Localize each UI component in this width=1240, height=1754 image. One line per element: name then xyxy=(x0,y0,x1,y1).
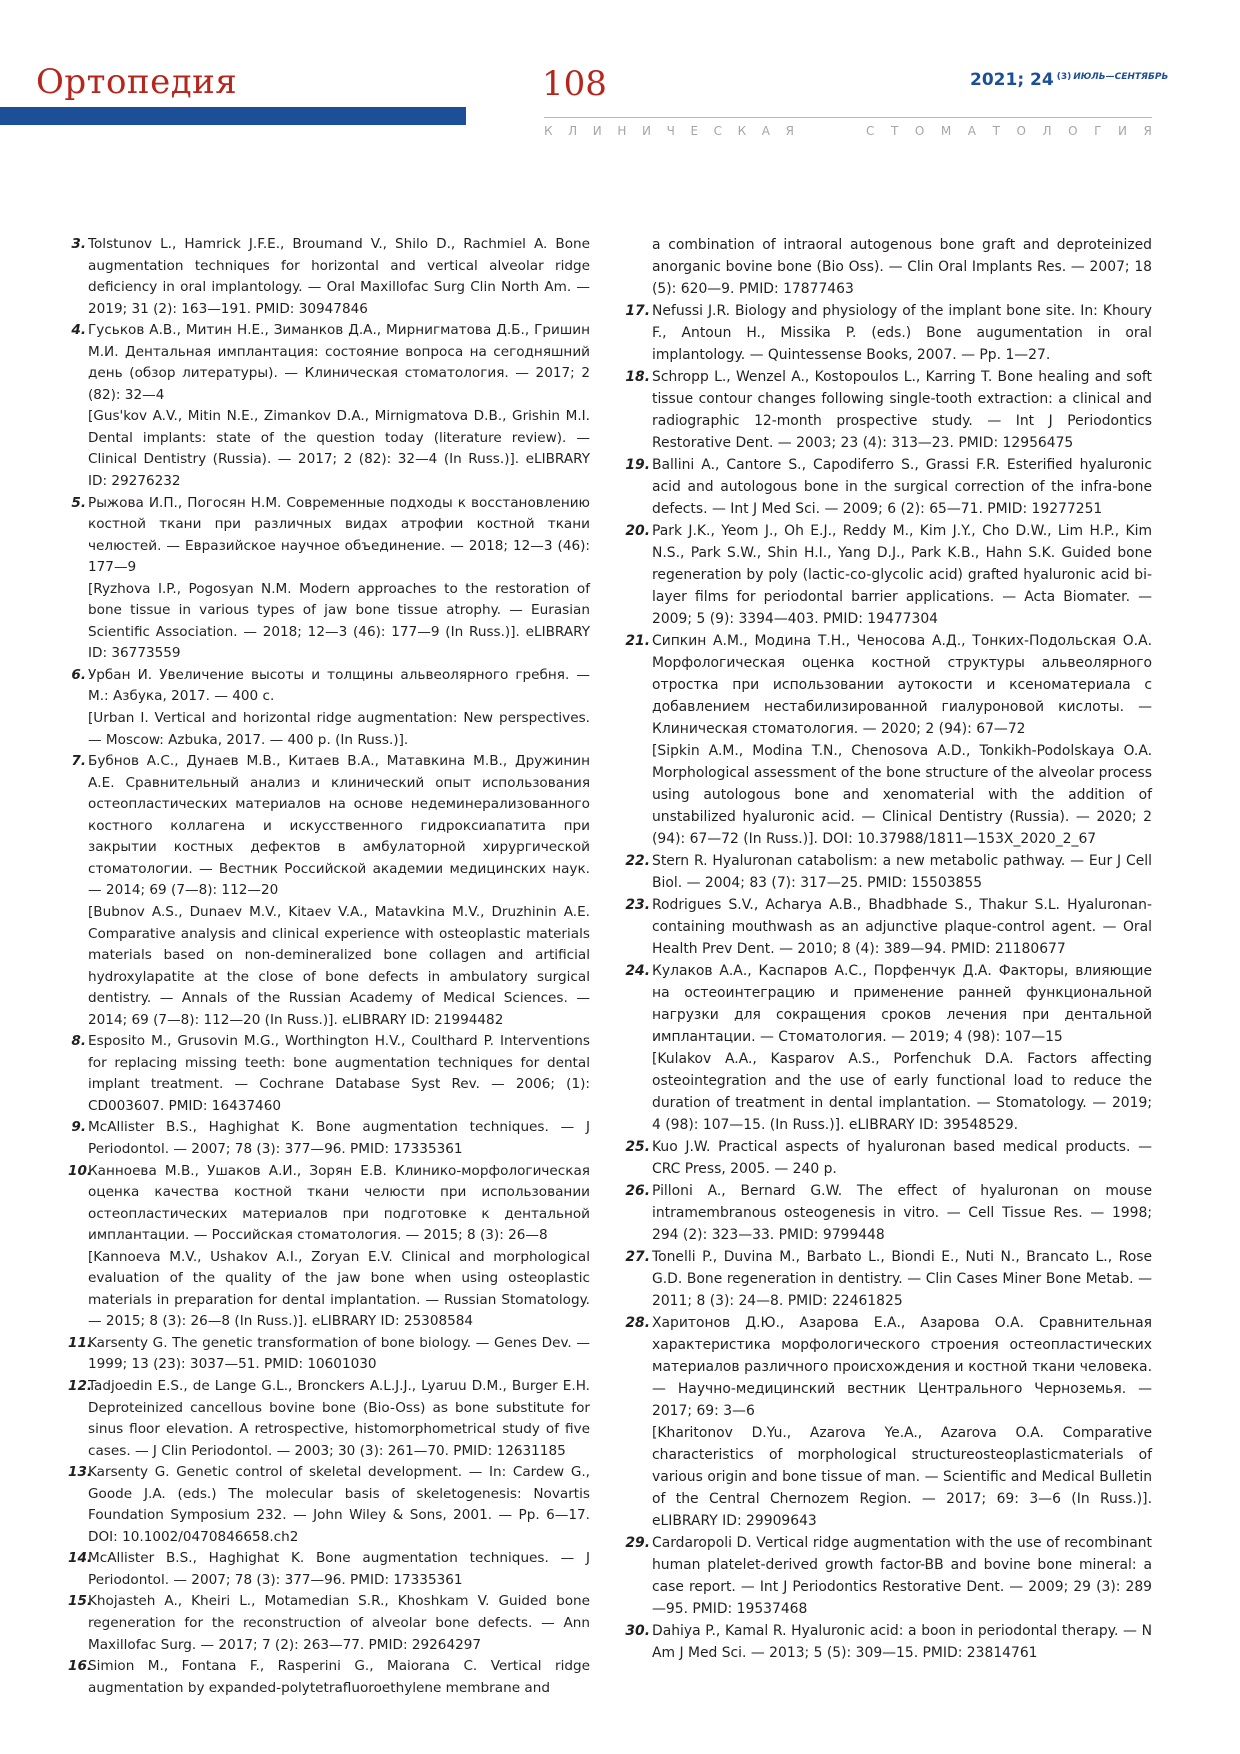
reference-text: Tadjoedin E.S., de Lange G.L., Bronckers A.L.J.J., Lyaruu D.M., Burger E.H. Deproteinized cancellous bovine bone (Bio-Oss) as bone substitute for sinus floor elevation. A retrospective, histomorphometrical study of five cases. — J Clin Periodontol. — 2003; 30 (3): 261—70. PMID: 12631185 xyxy=(88,1377,590,1459)
journal-letter: И xyxy=(642,124,651,138)
reference-item xyxy=(622,1136,1152,1180)
reference-continuation xyxy=(622,234,1152,300)
section-color-bar xyxy=(0,107,466,125)
journal-letter: И xyxy=(592,124,602,138)
reference-item xyxy=(622,630,1152,850)
reference-item xyxy=(622,850,1152,894)
page-number: 108 xyxy=(542,64,607,104)
reference-number: 19. xyxy=(625,457,650,473)
reference-number: 9. xyxy=(71,1119,86,1136)
reference-item xyxy=(68,320,590,492)
reference-translation: [Urban I. Vertical and horizontal ridge augmentation: New perspectives. — Moscow: Azbuka, 2017. — 400 p. (In Russ.)]. xyxy=(88,710,590,748)
reference-number: 23. xyxy=(625,897,650,913)
reference-item xyxy=(68,493,590,665)
reference-item xyxy=(622,1532,1152,1620)
reference-item xyxy=(622,520,1152,630)
journal-letter: Л xyxy=(1042,124,1052,138)
journal-letter: О xyxy=(914,124,925,138)
reference-item xyxy=(68,1117,590,1160)
reference-number: 12. xyxy=(68,1377,93,1394)
reference-text: Гуськов А.В., Митин Н.Е., Зиманков Д.А., Мирнигматова Д.Б., Гришин М.И. Дентальная имплантация: состояние вопроса на сегодняшний день (обзор литературы). — Клиническая стоматология. — 2017; 2 (82): 32—4 xyxy=(88,322,590,403)
reference-number: 27. xyxy=(625,1249,650,1265)
journal-word-1 xyxy=(544,124,794,138)
reference-number: 6. xyxy=(71,666,86,683)
reference-text: Tolstunov L., Hamrick J.F.E., Broumand V., Shilo D., Rachmiel A. Bone augmentation techniques for horizontal and vertical alveolar ridge deficiency in oral implantology. — Oral Maxillofac Surg Clin North Am. — 2019; 31 (2): 163—191. PMID: 30947846 xyxy=(88,236,590,317)
reference-text: a combination of intraoral autogenous bone graft and deproteinized anorganic bovine bone (Bio Oss). — Clin Oral Implants Res. — 2007; 18 (5): 620—9. PMID: 17877463 xyxy=(652,237,1152,297)
reference-text: Рыжова И.П., Погосян Н.М. Современные подходы к восстановлению костной ткани при различных видах атрофии костной ткани челюстей. — Евразийское научное объединение. — 2018; 12—3 (46): 177—9 xyxy=(88,494,590,576)
references-left-column xyxy=(68,234,590,1699)
reference-text: Schropp L., Wenzel A., Kostopoulos L., Karring T. Bone healing and soft tissue contour changes following single-tooth extraction: a clinical and radiographic 12-month prospective study. — Int J Periodontics Restorative Dent. — 2003; 23 (4): 313—23. PMID: 12956475 xyxy=(652,369,1152,451)
issue-number: (3) xyxy=(1056,72,1072,82)
reference-item xyxy=(622,1312,1152,1532)
reference-text: Esposito M., Grusovin M.G., Worthington H.V., Coulthard P. Interventions for replacing missing teeth: bone augmentation techniques for dental implant treatment. — Cochrane Database Syst Rev. — 2006; (1): CD003607. PMID: 16437460 xyxy=(88,1033,590,1114)
reference-text: Харитонов Д.Ю., Азарова Е.А., Азарова О.А. Сравнительная характеристика морфологического строения остеопластических материалов различного происхождения и костной ткани человека. — Научно-медицинский вестник Центрального Черноземья. — 2017; 69: 3—6 xyxy=(652,1315,1152,1419)
reference-text: Tonelli P., Duvina M., Barbato L., Biondi E., Nuti N., Brancato L., Rose G.D. Bone regeneration in dentistry. — Clin Cases Miner Bone Metab. — 2011; 8 (3): 24—8. PMID: 22461825 xyxy=(652,1249,1152,1309)
reference-text: Nefussi J.R. Biology and physiology of the implant bone site. In: Khoury F., Antoun H., Missika P. (eds.) Bone augumentation in oral implantology. — Quintessense Books, 2007. — Pp. 1—27. xyxy=(652,303,1152,363)
reference-item xyxy=(622,366,1152,454)
reference-number: 24. xyxy=(625,963,650,979)
reference-item xyxy=(68,665,590,751)
journal-letter: Г xyxy=(1094,124,1102,138)
journal-letter: О xyxy=(1016,124,1026,138)
reference-number: 22. xyxy=(625,853,650,869)
reference-number: 17. xyxy=(625,303,650,319)
reference-text: McAllister B.S., Haghighat K. Bone augmentation techniques. — J Periodontol. — 2007; 78 (3): 377—96. PMID: 17335361 xyxy=(88,1550,590,1588)
journal-letter: К xyxy=(544,124,553,138)
reference-text: Rodrigues S.V., Acharya A.B., Bhadbhade S., Thakur S.L. Hyaluronan-containing mouthwash as an adjunctive plaque-control agent. — Oral Health Prev Dent. — 2010; 8 (4): 389—94. PMID: 21180677 xyxy=(652,897,1152,957)
reference-text: Сипкин А.М., Модина Т.Н., Ченосова А.Д., Тонких-Подольская О.А. Морфологическая оценка костной структуры альвеолярного отростка при использовании аутокости и ксеноматериала с добавлением нестабилизированной гиалуроновой кислоты. — Клиническая стоматология. — 2020; 2 (94): 67—72 xyxy=(652,633,1152,737)
reference-text: Бубнов А.С., Дунаев М.В., Китаев В.А., Матавкина М.В., Дружинин А.Е. Сравнительный анализ и клинический опыт использования остеопластических материалов на основе недеминерализованного костного коллагена и искусственного гидроксиапатита при закрытии костных дефектов в амбулаторной хирургической стоматологии. — Вестник Российской академии медицинских наук. — 2014; 69 (7—8): 112—20 xyxy=(88,753,590,899)
reference-item xyxy=(622,894,1152,960)
reference-text: Канноева М.В., Ушаков А.И., Зорян Е.В. Клинико-морфологическая оценка качества костной ткани челюсти при использовании остеопластических материалов при подготовке к дентальной имплантации. — Российская стоматология. — 2015; 8 (3): 26—8 xyxy=(88,1162,590,1244)
journal-letter: М xyxy=(940,124,952,138)
reference-item xyxy=(622,1180,1152,1246)
header-rule xyxy=(544,117,1152,118)
reference-item xyxy=(622,300,1152,366)
journal-letter: К xyxy=(737,124,747,138)
reference-item xyxy=(622,1246,1152,1312)
reference-number: 16. xyxy=(68,1658,93,1675)
reference-translation: [Gus'kov A.V., Mitin N.E., Zimankov D.A., Mirnigmatova D.B., Grishin M.I. Dental implants: state of the question today (literature review). — Clinical Dentistry (Russia). — 2017; 2 (82): 32—4 (In Russ.)]. eLIBRARY ID: 29276232 xyxy=(88,408,590,490)
reference-item xyxy=(68,751,590,1031)
reference-item xyxy=(68,1548,590,1591)
reference-text: Кулаков А.А., Каспаров А.С., Порфенчук Д.А. Факторы, влияющие на остеоинтеграцию и применение ранней функциональной нагрузки для сокращения сроков лечения при дентальной имплантации. — Стоматология. — 2019; 4 (98): 107—15 xyxy=(652,963,1152,1045)
reference-number: 11. xyxy=(68,1334,93,1351)
section-title: Ортопедия xyxy=(36,62,238,102)
reference-text: Khojasteh A., Kheiri L., Motamedian S.R., Khoshkam V. Guided bone regeneration for the reconstruction of alveolar bone defects. — Ann Maxillofac Surg. — 2017; 7 (2): 263—77. PMID: 29264297 xyxy=(88,1593,590,1653)
journal-letter: А xyxy=(761,124,771,138)
reference-text: Pilloni A., Bernard G.W. The effect of hyaluronan on mouse intramembranous osteogenesis in vitro. — Cell Tissue Res. — 1998; 294 (2): 323—33. PMID: 9799448 xyxy=(652,1183,1152,1243)
reference-text: Урбан И. Увеличение высоты и толщины альвеолярного гребня. — М.: Азбука, 2017. — 400 с. xyxy=(88,666,590,705)
reference-text: Stern R. Hyaluronan catabolism: a new metabolic pathway. — Eur J Cell Biol. — 2004; 83 (7): 317—25. PMID: 15503855 xyxy=(652,853,1152,891)
reference-number: 10. xyxy=(68,1162,93,1179)
journal-letter: Т xyxy=(890,124,899,138)
journal-letter: Т xyxy=(992,124,1000,138)
reference-translation: [Ryzhova I.P., Pogosyan N.M. Modern approaches to the restoration of bone tissue in various types of jaw bone tissue atrophy. — Eurasian Scientific Association. — 2018; 12—3 (46): 177—9 (In Russ.)]. eLIBRARY ID: 36773559 xyxy=(88,580,590,662)
journal-letter: Я xyxy=(1143,124,1152,138)
journal-letter: Н xyxy=(617,124,627,138)
journal-letter: Ч xyxy=(666,124,675,138)
reference-number: 7. xyxy=(71,753,86,770)
references-right-column xyxy=(622,234,1152,1664)
reference-item xyxy=(68,1031,590,1117)
journal-letter: С xyxy=(866,124,875,138)
reference-number: 20. xyxy=(625,523,650,539)
reference-item xyxy=(68,234,590,320)
reference-item xyxy=(68,1656,590,1699)
reference-item xyxy=(622,1620,1152,1664)
reference-number: 18. xyxy=(625,369,650,385)
reference-translation: [Sipkin A.M., Modina T.N., Chenosova A.D., Tonkikh-Podolskaya O.A. Morphological assessment of the bone structure of the alveolar process using autologous bone and xenomaterial with the addition of unstabilized hyaluronic acid. — Clinical Dentistry (Russia). — 2020; 2 (94): 67—72 (In Russ.)]. DOI: 10.37988/1811—153X_2020_2_67 xyxy=(652,743,1152,847)
journal-letter: А xyxy=(967,124,977,138)
journal-word-2 xyxy=(866,124,1152,138)
reference-text: Dahiya P., Kamal R. Hyaluronic acid: a boon in periodontal therapy. — N Am J Med Sci. — 2013; 5 (5): 309—15. PMID: 23814761 xyxy=(652,1623,1152,1661)
issue-months: ИЮЛЬ—СЕНТЯБРЬ xyxy=(1073,72,1169,82)
reference-number: 25. xyxy=(625,1139,650,1155)
reference-translation: [Kharitonov D.Yu., Azarova Ye.A., Azarova O.A. Comparative characteristics of morphological structureosteoplasticmaterials of various origin and bone tissue of man. — Scientific and Medical Bulletin of the Central Chernozem Region. — 2017; 69: 3—6 (In Russ.)]. eLIBRARY ID: 29909643 xyxy=(652,1425,1152,1529)
reference-translation: [Kannoeva M.V., Ushakov A.I., Zoryan E.V. Clinical and morphological evaluation of the quality of the jaw bone when using osteoplastic materials in preparation for dental implantation. — Russian Stomatology. — 2015; 8 (3): 26—8 (In Russ.)]. eLIBRARY ID: 25308584 xyxy=(88,1248,590,1330)
reference-text: McAllister B.S., Haghighat K. Bone augmentation techniques. — J Periodontol. — 2007; 78 (3): 377—96. PMID: 17335361 xyxy=(88,1119,590,1157)
reference-number: 28. xyxy=(625,1315,650,1331)
reference-item xyxy=(68,1462,590,1548)
reference-number: 13. xyxy=(68,1464,93,1481)
journal-letter: О xyxy=(1068,124,1078,138)
journal-letter: Я xyxy=(785,124,794,138)
journal-name xyxy=(544,124,1152,138)
reference-number: 14. xyxy=(68,1550,93,1567)
reference-item xyxy=(68,1376,590,1462)
reference-text: Karsenty G. Genetic control of skeletal development. — In: Cardew G., Goode J.A. (eds.) The molecular basis of skeletogenesis: Novartis Foundation Symposium 232. — John Wiley & Sons, 2001. — Pp. 6—17. DOI: 10.1002/0470846658.ch2 xyxy=(88,1464,590,1545)
reference-number: 29. xyxy=(625,1535,650,1551)
reference-number: 30. xyxy=(625,1623,650,1639)
reference-text: Karsenty G. The genetic transformation of bone biology. — Genes Dev. — 1999; 13 (23): 3037—51. PMID: 10601030 xyxy=(88,1334,590,1373)
reference-text: Park J.K., Yeom J., Oh E.J., Reddy M., Kim J.Y., Cho D.W., Lim H.P., Kim N.S., Park S.W., Shin H.I., Yang D.J., Park K.B., Hahn S.K. Guided bone regeneration by poly (lactic-co-glycolic acid) grafted hyaluronic acid bi-layer films for periodontal barrier applications. — Acta Biomater. — 2009; 5 (9): 3394—403. PMID: 19477304 xyxy=(652,523,1152,627)
reference-item xyxy=(622,960,1152,1136)
reference-text: Ballini A., Cantore S., Capodiferro S., Grassi F.R. Esterified hyaluronic acid and autologous bone in the surgical correction of the infra-bone defects. — Int J Med Sci. — 2009; 6 (2): 65—71. PMID: 19277251 xyxy=(652,457,1152,517)
reference-text: Kuo J.W. Practical aspects of hyaluronan based medical products. — CRC Press, 2005. — 240 p. xyxy=(652,1139,1152,1177)
reference-number: 15. xyxy=(68,1593,93,1610)
reference-translation: [Bubnov A.S., Dunaev M.V., Kitaev V.A., Matavkina M.V., Druzhinin A.E. Comparative analysis and clinical experience with osteoplastic materials materials based on non-demineralized bone collagen and artificial hydroxylapatite at the close of bone defects in ambulatory surgical dentistry. — Annals of the Russian Academy of Medical Sciences. — 2014; 69 (7—8): 112—20 (In Russ.)]. eLIBRARY ID: 21994482 xyxy=(88,903,590,1028)
journal-letter: Л xyxy=(568,124,578,138)
reference-item xyxy=(68,1591,590,1656)
reference-translation: [Kulakov A.A., Kasparov A.S., Porfenchuk D.A. Factors affecting osteointegration and the use of early functional load to reduce the duration of treatment in dental implantation. — Stomatology. — 2019; 4 (98): 107—15. (In Russ.)]. eLIBRARY ID: 39548529. xyxy=(652,1051,1152,1133)
reference-item xyxy=(68,1161,590,1333)
year-volume: 2021; 24 xyxy=(970,70,1054,90)
reference-number: 26. xyxy=(625,1183,650,1199)
reference-item xyxy=(622,454,1152,520)
journal-letter: С xyxy=(713,124,723,138)
reference-number: 5. xyxy=(71,494,86,511)
reference-number: 4. xyxy=(71,322,86,339)
reference-number: 21. xyxy=(625,633,650,649)
issue-info xyxy=(970,70,1168,90)
reference-text: Simion M., Fontana F., Rasperini G., Maiorana C. Vertical ridge augmentation by expanded-polytetrafluoroethylene membrane and xyxy=(88,1658,590,1696)
reference-number: 8. xyxy=(71,1033,86,1050)
reference-item xyxy=(68,1333,590,1376)
journal-letter: Е xyxy=(690,124,699,138)
journal-letter: И xyxy=(1118,124,1127,138)
reference-text: Cardaropoli D. Vertical ridge augmentation with the use of recombinant human platelet-derived growth factor-BB and bovine bone mineral: a case report. — Int J Periodontics Restorative Dent. — 2009; 29 (3): 289—95. PMID: 19537468 xyxy=(652,1535,1152,1617)
reference-number: 3. xyxy=(71,236,86,252)
